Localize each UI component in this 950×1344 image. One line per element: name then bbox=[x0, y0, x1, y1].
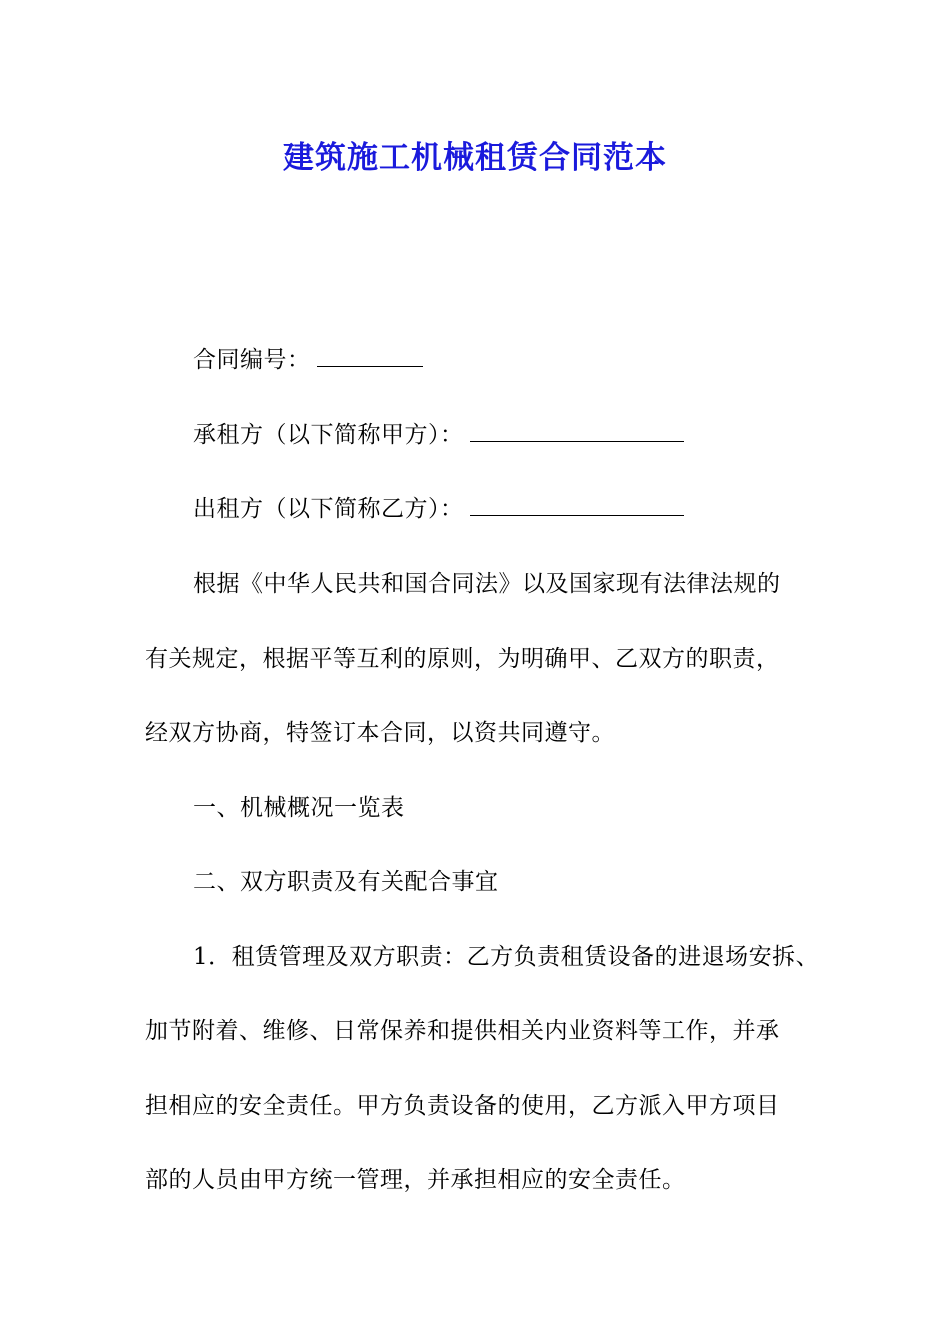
clause-1-line-2: 加节附着、维修、日常保养和提供相关内业资料等工作，并承 bbox=[145, 1018, 780, 1044]
lessor-field bbox=[193, 494, 684, 524]
clause-1-line-4: 部的人员由甲方统一管理，并承担相应的安全责任。 bbox=[145, 1167, 686, 1193]
clause-1-line-1: 1．租赁管理及双方职责：乙方负责租赁设备的进退场安拆、 bbox=[193, 944, 820, 970]
intro-line-2: 有关规定，根据平等互利的原则，为明确甲、乙双方的职责， bbox=[145, 646, 780, 672]
intro-line-3: 经双方协商，特签订本合同，以资共同遵守。 bbox=[145, 720, 615, 746]
document-title: 建筑施工机械租赁合同范本 bbox=[283, 140, 667, 176]
contract-number-blank[interactable] bbox=[317, 346, 423, 367]
contract-number-field bbox=[193, 345, 423, 375]
lessor-blank[interactable] bbox=[470, 495, 684, 516]
section-heading-1: 一、机械概况一览表 bbox=[193, 795, 405, 821]
lessee-field bbox=[193, 420, 684, 450]
section-heading-2: 二、双方职责及有关配合事宜 bbox=[193, 869, 499, 895]
contract-number-label: 合同编号： bbox=[193, 347, 311, 373]
clause-1-line-3: 担相应的安全责任。甲方负责设备的使用，乙方派入甲方项目 bbox=[145, 1093, 780, 1119]
lessee-blank[interactable] bbox=[470, 421, 684, 442]
intro-line-1: 根据《中华人民共和国合同法》以及国家现有法律法规的 bbox=[193, 571, 781, 597]
lessor-label: 出租方（以下简称乙方）： bbox=[193, 496, 464, 522]
lessee-label: 承租方（以下简称甲方）： bbox=[193, 422, 464, 448]
